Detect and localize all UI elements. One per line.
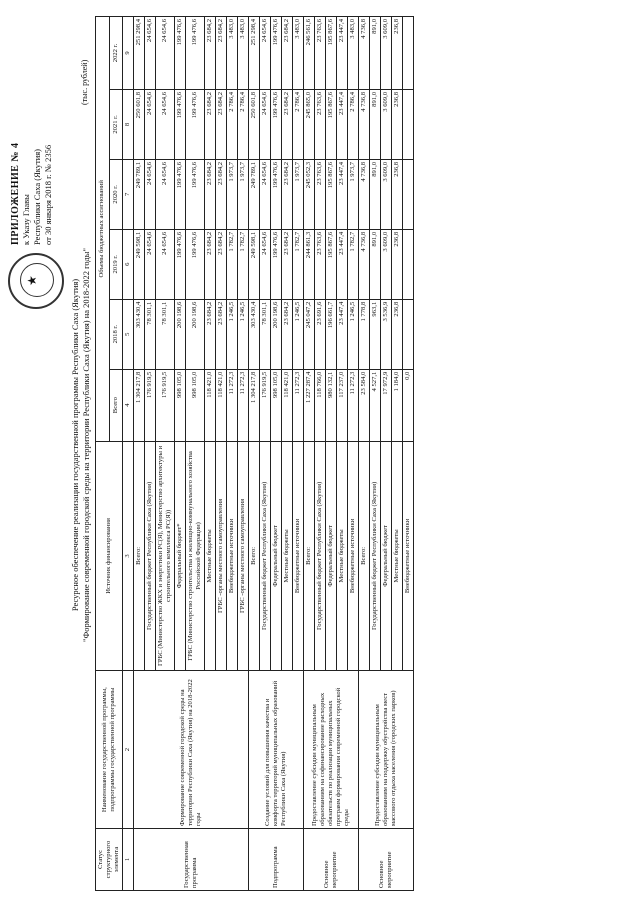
official-seal-icon: ★ (8, 253, 64, 309)
row-value: 24 654,6 (260, 159, 271, 229)
row-funding-source: Федеральный бюджет* (175, 441, 186, 671)
row-value: 23 691,6 (315, 299, 326, 369)
row-value: 11 272,3 (348, 369, 359, 441)
row-value: 23 684,2 (205, 159, 216, 229)
header-total: Всего (109, 369, 123, 441)
row-value: 236,8 (392, 229, 403, 299)
row-value: 1 304 217,8 (134, 369, 145, 441)
row-value: 998 105,0 (271, 369, 282, 441)
row-value: 23 763,6 (315, 159, 326, 229)
row-value: 3 483,0 (348, 17, 359, 90)
row-funding-source: Всего: (134, 441, 145, 671)
row-value: 199 476,6 (175, 229, 186, 299)
row-funding-source: Местные бюджеты (392, 441, 403, 671)
row-value: 195 867,6 (326, 229, 337, 299)
index-cell: 8 (123, 89, 134, 159)
row-funding-source: Местные бюджеты (337, 441, 348, 671)
title-line1: Ресурсное обеспечение реализации государственной программы Республики Саха (Якутия) (70, 278, 80, 612)
index-cell: 1 (123, 829, 134, 891)
units-label: (тыс. рублей) (80, 59, 89, 105)
row-funding-source: Федеральный бюджет (381, 441, 392, 671)
row-value: 24 654,6 (156, 17, 175, 90)
row-value: 24 654,6 (145, 89, 156, 159)
row-funding-source: Государственный бюджет Республики Саха (Якутия) (145, 441, 156, 671)
document-title (70, 135, 92, 755)
index-cell: 5 (123, 299, 134, 369)
row-value: 236,8 (392, 17, 403, 90)
row-funding-source: Всего: (359, 441, 370, 671)
row-funding-source: Внебюджетные источники (227, 441, 238, 671)
row-value: 1 782,7 (293, 229, 304, 299)
row-value: 236,8 (392, 299, 403, 369)
row-value: 199 476,6 (271, 159, 282, 229)
row-value: 246 561,6 (304, 17, 315, 90)
row-value: 2 786,4 (227, 89, 238, 159)
appendix-line3: от 30 января 2018 г. № 2356 (43, 144, 53, 245)
row-value: 3 536,9 (381, 299, 392, 369)
row-value: 195 867,6 (326, 17, 337, 90)
row-value: 23 684,2 (205, 229, 216, 299)
row-value: 245 865,0 (304, 89, 315, 159)
row-value: 78 301,1 (145, 299, 156, 369)
title-line2: "Формирование современной городской среды на территории Республики Саха (Якутия) на 2018-2022 годы" (81, 248, 91, 642)
index-cell: 2 (123, 671, 134, 829)
row-funding-source: Государственный бюджет Республики Саха (Якутия) (370, 441, 381, 671)
row-value: 1 973,7 (238, 159, 249, 229)
header-2021: 2021 г. (109, 89, 123, 159)
row-value: 23 447,4 (337, 89, 348, 159)
row-value: 998 105,0 (175, 369, 186, 441)
row-value: 1 304 217,8 (249, 369, 260, 441)
row-value: 23 684,2 (216, 299, 227, 369)
row-program-name: Предоставление субсидии муниципальным образованиям на софинансирование расходных обязательств по реализации муниципальных программ формирования современной городской среды (304, 671, 359, 829)
row-value: 249 598,1 (134, 229, 145, 299)
row-value: 3 483,0 (227, 17, 238, 90)
appendix-line1: к Указу Главы (21, 194, 31, 245)
row-value (403, 89, 414, 159)
row-value: 891,0 (370, 229, 381, 299)
row-value (403, 299, 414, 369)
row-funding-source: Внебюджетные источники (403, 441, 414, 671)
row-funding-source: Государственный бюджет Республики Саха (Якутия) (260, 441, 271, 671)
row-value: 1 246,5 (238, 299, 249, 369)
row-funding-source: Федеральный бюджет (271, 441, 282, 671)
table-row (249, 17, 260, 891)
row-value: 118 766,0 (315, 369, 326, 441)
row-value: 23 684,2 (282, 229, 293, 299)
row-value: 23 763,6 (315, 17, 326, 90)
row-program-name: Формирование современной городской среды на территории Республики Саха (Якутия) на 2018-2022 годы (134, 671, 249, 829)
row-value: 3 483,0 (238, 17, 249, 90)
row-value: 199 476,6 (271, 89, 282, 159)
row-value: 199 476,6 (271, 17, 282, 90)
index-cell: 9 (123, 17, 134, 90)
row-value: 245 052,3 (304, 159, 315, 229)
appendix-line2: Республики Саха (Якутия) (32, 148, 42, 245)
row-value: 3 609,0 (381, 17, 392, 90)
header-source: Источник финансирования (96, 441, 123, 671)
row-value: 17 972,9 (381, 369, 392, 441)
row-value: 199 476,6 (186, 89, 205, 159)
row-value: 1 973,7 (293, 159, 304, 229)
row-status: Государственная программа (134, 829, 249, 891)
row-value: 2 786,4 (238, 89, 249, 159)
row-value: 11 272,3 (293, 369, 304, 441)
row-value: 3 609,0 (381, 89, 392, 159)
row-status: Основное мероприятие (304, 829, 359, 891)
row-value: 23 684,2 (282, 89, 293, 159)
row-value: 2 786,4 (348, 89, 359, 159)
row-funding-source: Внебюджетные источники (348, 441, 359, 671)
row-value: 200 198,6 (186, 299, 205, 369)
row-funding-source: Местные бюджеты (282, 441, 293, 671)
row-value: 23 684,2 (282, 17, 293, 90)
row-value: 1 246,5 (293, 299, 304, 369)
row-funding-source: Государственный бюджет Республики Саха (Якутия) (315, 441, 326, 671)
row-status: Подпрограмма (249, 829, 304, 891)
row-value: 199 476,6 (186, 229, 205, 299)
row-value: 176 919,5 (145, 369, 156, 441)
row-value: 199 476,6 (186, 159, 205, 229)
row-value: 303 430,4 (134, 299, 145, 369)
row-value: 200 198,6 (271, 299, 282, 369)
row-value: 24 654,6 (145, 229, 156, 299)
row-value: 963,1 (370, 299, 381, 369)
row-value: 24 654,6 (260, 229, 271, 299)
header-2019: 2019 г. (109, 229, 123, 299)
index-cell: 3 (123, 441, 134, 671)
row-value: 245 047,2 (304, 299, 315, 369)
row-value: 118 421,0 (216, 369, 227, 441)
row-value: 244 861,3 (304, 229, 315, 299)
row-funding-source: Внебюджетные источники (293, 441, 304, 671)
row-funding-source: ГРБС -органы местного самоуправления (216, 441, 227, 671)
row-value: 24 654,6 (156, 229, 175, 299)
row-funding-source: Всего: (249, 441, 260, 671)
row-value: 891,0 (370, 17, 381, 90)
row-funding-source: ГРБС -органы местного самоуправления (238, 441, 249, 671)
row-value: 2 786,4 (293, 89, 304, 159)
row-value: 1 184,0 (392, 369, 403, 441)
row-value: 24 654,6 (260, 17, 271, 90)
table-row (304, 17, 315, 891)
row-value: 24 654,6 (156, 89, 175, 159)
row-value: 78 301,1 (156, 299, 175, 369)
row-value: 118 421,0 (205, 369, 216, 441)
row-value: 303 430,4 (249, 299, 260, 369)
row-value: 196 661,7 (326, 299, 337, 369)
row-value: 23 447,4 (337, 229, 348, 299)
row-value: 1 778,8 (359, 299, 370, 369)
row-value: 23 684,2 (205, 89, 216, 159)
row-value: 1 782,7 (227, 229, 238, 299)
index-cell: 7 (123, 159, 134, 229)
row-value: 251 298,4 (134, 17, 145, 90)
row-status: Основное мероприятие (359, 829, 414, 891)
row-funding-source: ГРБС (Министерство строительства и жилищно-коммунального хозяйства Российской Федерации) (186, 441, 205, 671)
row-value: 1 782,7 (348, 229, 359, 299)
row-value: 250 601,8 (249, 89, 260, 159)
row-value: 23 684,2 (282, 159, 293, 229)
row-value: 891,0 (370, 159, 381, 229)
row-funding-source: ГРБС (Министерство ЖКХ и энергетики РС(Я), Министерство архитектуры и строительного комплекса РС(Я)) (156, 441, 175, 671)
row-value: 0,0 (403, 369, 414, 441)
row-value: 11 272,3 (238, 369, 249, 441)
row-value: 1 782,7 (238, 229, 249, 299)
row-value: 980 132,1 (326, 369, 337, 441)
row-value: 23 763,6 (315, 229, 326, 299)
row-value: 249 789,1 (134, 159, 145, 229)
row-value: 249 789,1 (249, 159, 260, 229)
row-value: 195 867,6 (326, 89, 337, 159)
row-value: 23 684,2 (205, 17, 216, 90)
row-value: 117 237,0 (337, 369, 348, 441)
row-value: 176 919,5 (260, 369, 271, 441)
row-value: 4 736,8 (359, 159, 370, 229)
row-value: 199 476,6 (175, 89, 186, 159)
row-value: 1 973,7 (348, 159, 359, 229)
row-value: 4 736,8 (359, 229, 370, 299)
row-value: 4 736,8 (359, 89, 370, 159)
row-value: 250 601,8 (134, 89, 145, 159)
appendix-label: ПРИЛОЖЕНИЕ № 4 (10, 142, 21, 245)
row-value: 199 476,6 (175, 159, 186, 229)
header-2020: 2020 г. (109, 159, 123, 229)
row-value: 236,8 (392, 159, 403, 229)
row-value: 78 301,1 (260, 299, 271, 369)
row-value: 24 654,6 (260, 89, 271, 159)
row-value: 3 609,0 (381, 229, 392, 299)
row-value (403, 17, 414, 90)
row-value: 199 476,6 (175, 17, 186, 90)
row-value: 195 867,6 (326, 159, 337, 229)
index-cell: 4 (123, 369, 134, 441)
row-value: 1 246,5 (348, 299, 359, 369)
row-value: 23 447,4 (337, 17, 348, 90)
row-value: 199 476,6 (186, 17, 205, 90)
table-row (359, 17, 370, 891)
row-value: 1 246,5 (227, 299, 238, 369)
row-value: 23 684,2 (216, 159, 227, 229)
header-2018: 2018 г. (109, 299, 123, 369)
row-value: 24 654,6 (145, 159, 156, 229)
header-volumes: Объемы бюджетных ассигнований (96, 17, 110, 442)
row-value: 891,0 (370, 89, 381, 159)
row-value: 23 684,2 (216, 229, 227, 299)
row-value: 23 447,4 (337, 299, 348, 369)
header-name: Наименование государственной программы, подпрограммы государственной программы (96, 671, 123, 829)
row-value: 118 421,0 (282, 369, 293, 441)
row-value: 23 447,4 (337, 159, 348, 229)
row-value: 24 654,6 (145, 17, 156, 90)
row-value: 24 654,6 (156, 159, 175, 229)
row-program-name: Создание условий для повышения качества и комфорта территорий муниципальных образований Республики Саха (Якутия) (249, 671, 304, 829)
row-value: 3 483,0 (293, 17, 304, 90)
resource-table (95, 16, 414, 891)
table-row (134, 17, 145, 891)
row-value: 249 598,1 (249, 229, 260, 299)
row-value: 11 272,3 (227, 369, 238, 441)
row-value: 998 105,0 (186, 369, 205, 441)
row-value: 3 609,0 (381, 159, 392, 229)
row-value: 23 684,2 (205, 299, 216, 369)
header-2022: 2022 г. (109, 17, 123, 90)
row-value: 23 763,6 (315, 89, 326, 159)
row-value: 4 736,8 (359, 17, 370, 90)
row-value (403, 229, 414, 299)
row-funding-source: Всего: (304, 441, 315, 671)
appendix-header (10, 55, 54, 245)
row-value: 4 527,1 (370, 369, 381, 441)
row-value: 23 684,2 (282, 299, 293, 369)
row-funding-source: Местные бюджеты (205, 441, 216, 671)
row-funding-source: Федеральный бюджет (326, 441, 337, 671)
row-value: 199 476,6 (271, 229, 282, 299)
row-value: 200 198,6 (175, 299, 186, 369)
row-value: 176 919,5 (156, 369, 175, 441)
row-value: 236,8 (392, 89, 403, 159)
row-program-name: Предоставление субсидии муниципальным образованиям на поддержку обустройства мест массового отдыха населения (городских парков) (359, 671, 414, 829)
row-value: 251 298,4 (249, 17, 260, 90)
row-value: 23 584,0 (359, 369, 370, 441)
row-value (403, 159, 414, 229)
row-value: 1 973,7 (227, 159, 238, 229)
row-value: 23 684,2 (216, 89, 227, 159)
row-value: 23 684,2 (216, 17, 227, 90)
index-cell: 6 (123, 229, 134, 299)
row-value: 1 227 287,4 (304, 369, 315, 441)
header-status: Статус структурного элемента (96, 829, 123, 891)
